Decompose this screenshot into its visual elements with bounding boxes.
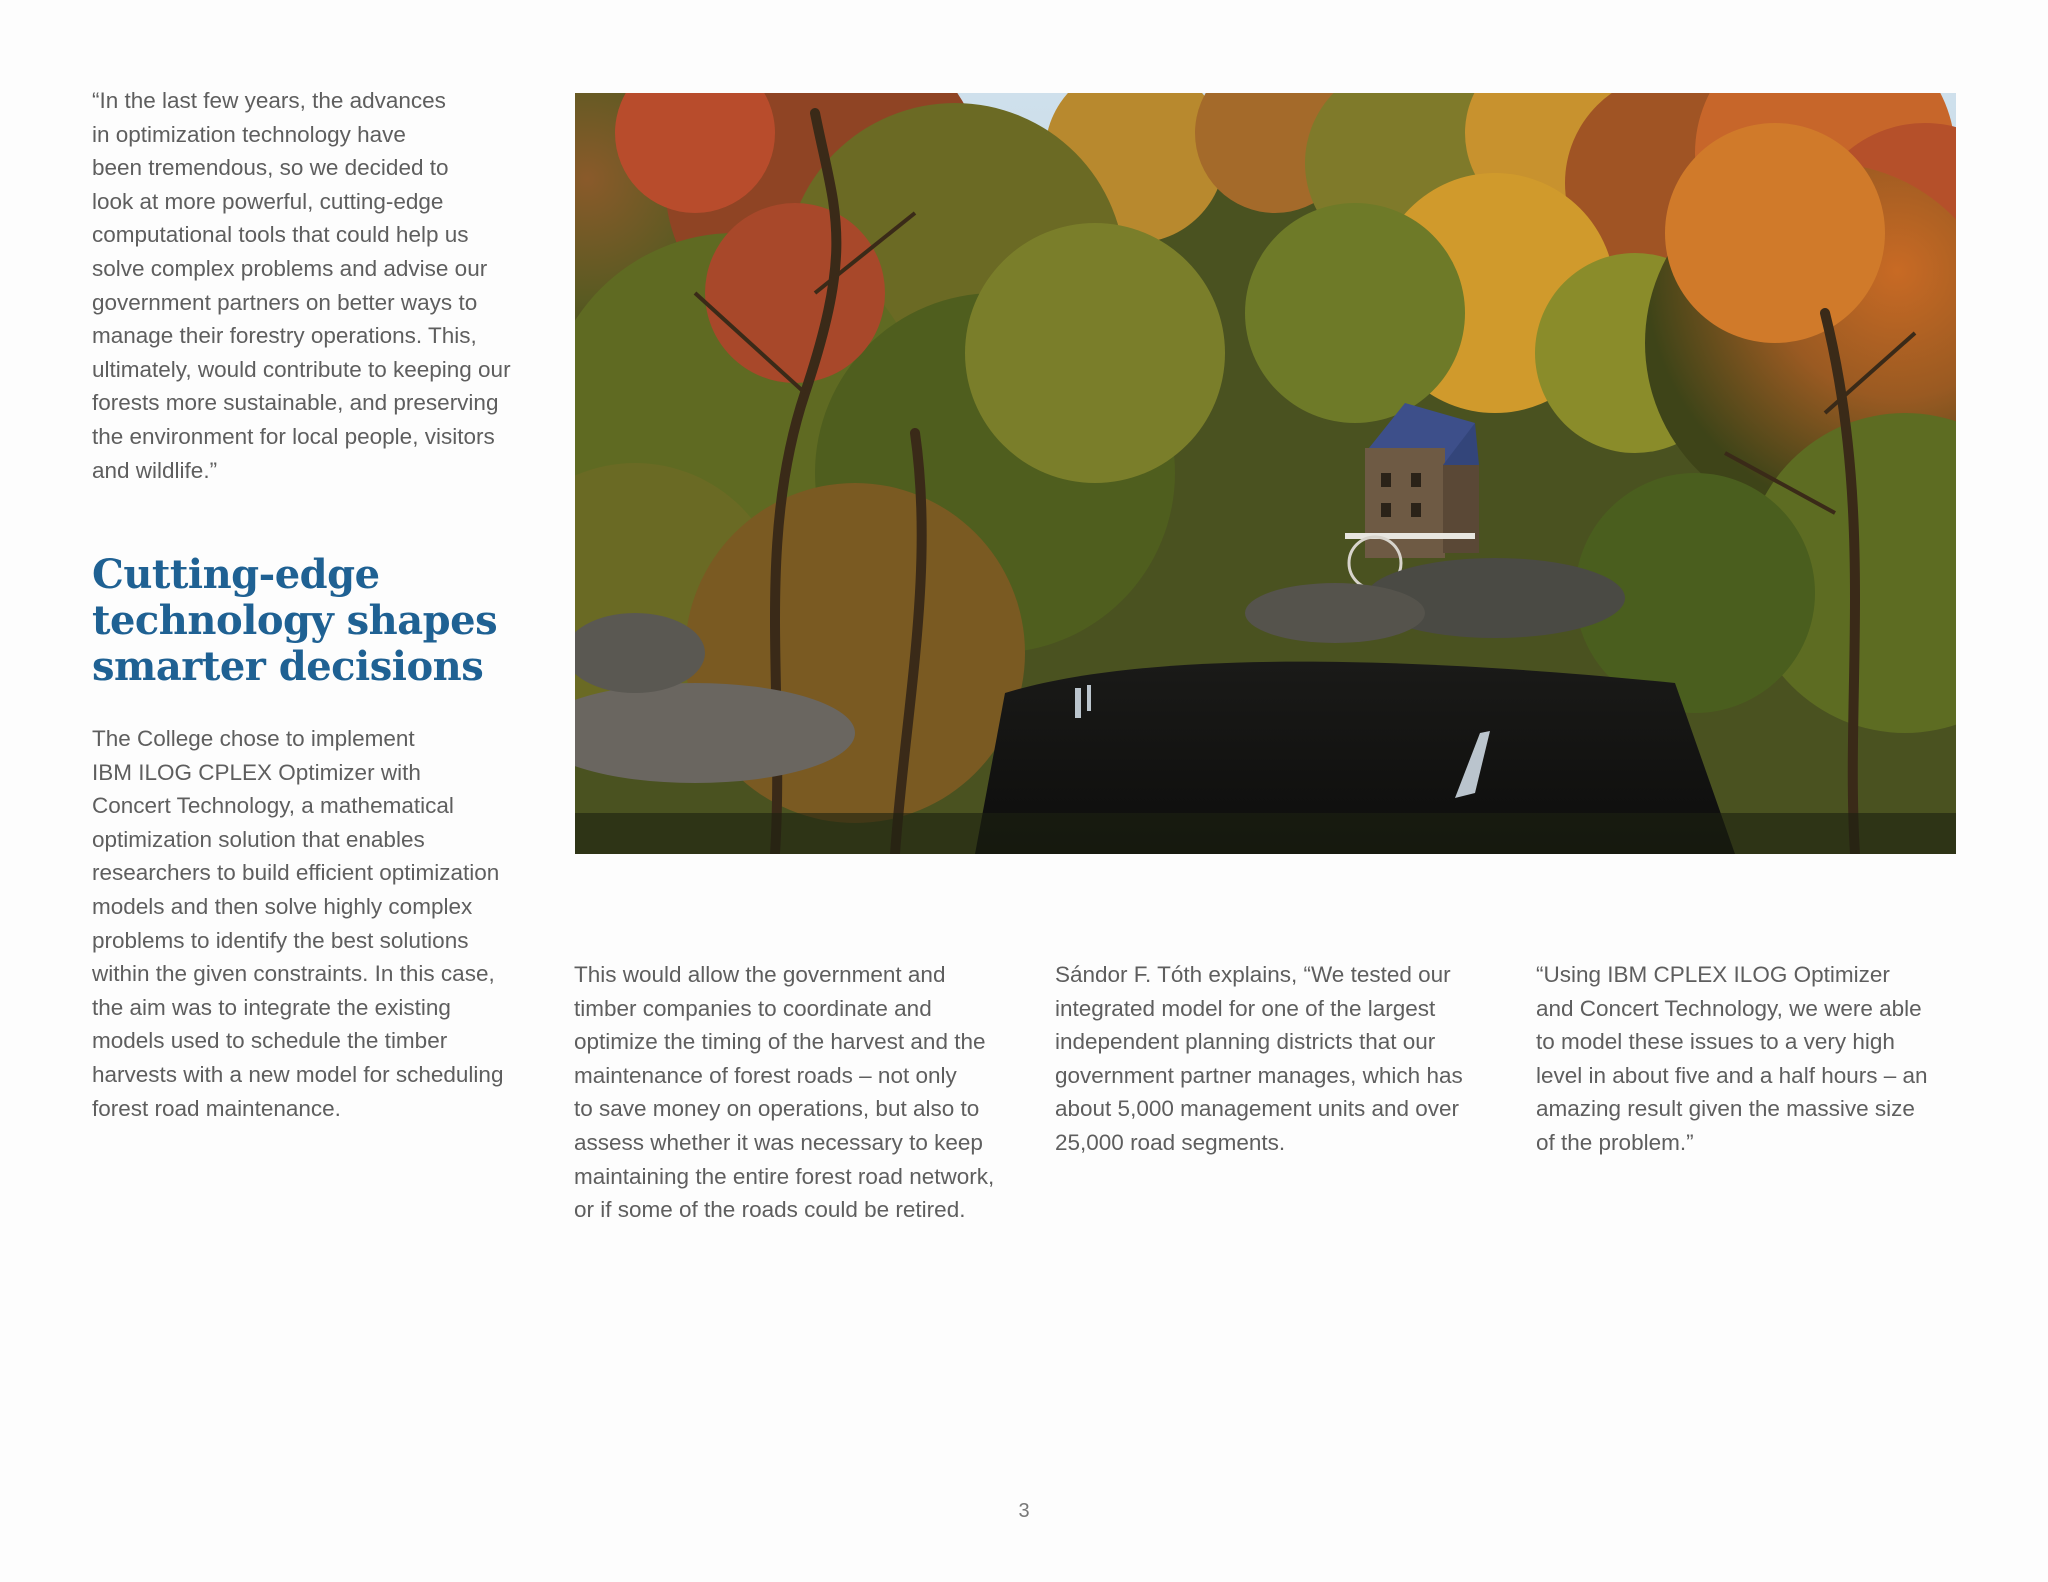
body-line: the aim was to integrate the existing: [92, 994, 451, 1020]
body-line: assess whether it was necessary to keep: [574, 1129, 983, 1155]
body-line: integrated model for one of the largest: [1055, 995, 1436, 1021]
body-line: about 5,000 management units and over: [1055, 1096, 1460, 1122]
body-line: government partner manages, which has: [1055, 1062, 1463, 1088]
body-line: within the given constraints. In this case,: [92, 961, 495, 987]
intro-quote: [92, 84, 532, 487]
body-line: or if some of the roads could be retired.: [574, 1197, 966, 1223]
body-line: models used to schedule the timber: [92, 1028, 448, 1054]
body-column-2: [574, 958, 1014, 1227]
intro-quote-line: government partners on better ways to: [92, 289, 478, 315]
intro-quote-line: the environment for local people, visitors: [92, 423, 495, 449]
body-line: forest road maintenance.: [92, 1095, 341, 1121]
intro-quote-line: “In the last few years, the advances: [92, 88, 446, 113]
body-line: of the problem.”: [1536, 1129, 1694, 1155]
section-heading: [92, 552, 542, 690]
body-line: Sándor F. Tóth explains, “We tested our: [1055, 962, 1451, 987]
body-line: independent planning districts that our: [1055, 1029, 1436, 1055]
body-line: amazing result given the massive size: [1536, 1096, 1915, 1122]
page-number: 3: [1018, 1500, 1030, 1522]
body-line: researchers to build efficient optimization: [92, 860, 500, 886]
section-heading-line: smarter decisions: [92, 643, 484, 690]
body-column-1: [92, 722, 532, 1125]
body-line: problems to identify the best solutions: [92, 927, 469, 953]
body-line: “Using IBM CPLEX ILOG Optimizer: [1536, 962, 1890, 987]
body-column-3: [1055, 958, 1495, 1160]
body-line: 25,000 road segments.: [1055, 1129, 1286, 1155]
intro-quote-line: and wildlife.”: [92, 457, 218, 483]
body-line: maintaining the entire forest road network,: [574, 1163, 995, 1189]
body-line: The College chose to implement: [92, 726, 415, 751]
intro-quote-line: ultimately, would contribute to keeping our: [92, 356, 511, 382]
body-line: optimization solution that enables: [92, 826, 425, 852]
body-line: and Concert Technology, we were able: [1536, 995, 1922, 1021]
body-column-4: [1536, 958, 1976, 1160]
body-line: This would allow the government and: [574, 962, 946, 987]
body-line: to model these issues to a very high: [1536, 1029, 1895, 1055]
body-line: timber companies to coordinate and: [574, 995, 932, 1021]
forest-illustration: [575, 93, 1956, 854]
body-line: models and then solve highly complex: [92, 893, 473, 919]
section-heading-line: technology shapes: [92, 597, 498, 644]
intro-quote-line: look at more powerful, cutting-edge: [92, 188, 444, 214]
autumn-mill-photo: [575, 93, 1956, 854]
section-heading-line: Cutting-edge: [92, 551, 380, 598]
intro-quote-line: forests more sustainable, and preserving: [92, 390, 499, 416]
intro-quote-line: solve complex problems and advise our: [92, 255, 488, 281]
body-line: level in about five and a half hours – an: [1536, 1062, 1928, 1088]
intro-quote-line: in optimization technology have: [92, 121, 406, 147]
intro-quote-line: been tremendous, so we decided to: [92, 155, 449, 181]
intro-quote-line: manage their forestry operations. This,: [92, 323, 477, 349]
body-line: to save money on operations, but also to: [574, 1096, 980, 1122]
body-line: Concert Technology, a mathematical: [92, 793, 454, 819]
intro-quote-line: computational tools that could help us: [92, 222, 469, 248]
body-line: optimize the timing of the harvest and the: [574, 1029, 986, 1055]
body-line: IBM ILOG CPLEX Optimizer with: [92, 759, 421, 785]
body-line: harvests with a new model for scheduling: [92, 1061, 504, 1087]
body-line: maintenance of forest roads – not only: [574, 1062, 957, 1088]
